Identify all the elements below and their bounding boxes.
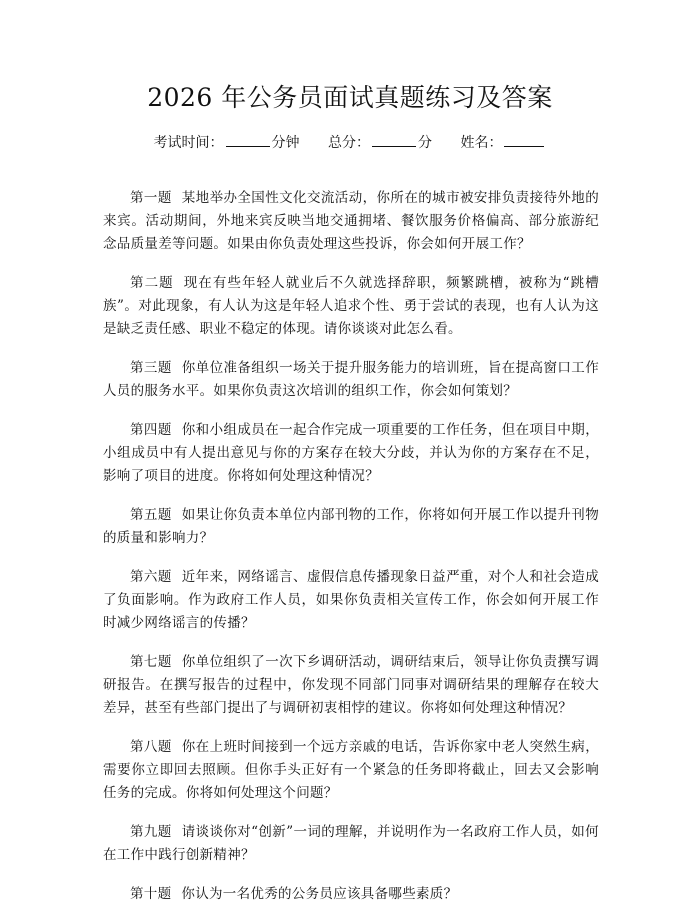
exam-time-unit: 分钟	[271, 135, 300, 151]
question-item	[103, 651, 599, 720]
exam-info-line	[0, 132, 700, 153]
name-blank	[504, 132, 544, 147]
question-item	[103, 566, 599, 635]
question-text: 近年来，网络谣言、虚假信息传播现象日益严重，对个人和社会造成了负面影响。作为政府工作人员，如果你负责相关宣传工作，你会如何开展工作时减少网络谣言的传播？	[103, 569, 600, 631]
question-item	[103, 357, 599, 403]
question-label: 第一题	[130, 190, 172, 206]
question-text: 你认为一名优秀的公务员应该具备哪些素质？	[181, 886, 458, 902]
question-item	[103, 187, 599, 256]
question-text: 你在上班时间接到一个远方亲戚的电话，告诉你家中老人突然生病，需要你立即回去照顾。但你手头正好有一个紧急的任务即将截止，回去又会影响任务的完成。你将如何处理这个问题？	[103, 739, 600, 801]
question-label: 第二题	[130, 275, 174, 291]
question-label: 第五题	[130, 507, 172, 523]
question-label: 第九题	[130, 824, 172, 840]
question-item	[103, 821, 599, 867]
question-text: 你单位组织了一次下乡调研活动，调研结束后，领导让你负责撰写调研报告。在撰写报告的过程中，你发现不同部门同事对调研结果的理解存在较大差异，甚至有些部门提出了与调研初衷相悖的建议。你将如何处理这种情况？	[103, 654, 600, 716]
question-text: 如果让你负责本单位内部刊物的工作，你将如何开展工作以提升刊物的质量和影响力？	[103, 507, 600, 546]
question-text: 现在有些年轻人就业后不久就选择辞职，频繁跳槽，被称为“跳槽族”。对此现象，有人认为这是年轻人追求个性、勇于尝试的表现，也有人认为这是缺乏责任感、职业不稳定的体现。请你谈谈对此怎么看。	[103, 275, 599, 337]
question-label: 第八题	[130, 739, 172, 755]
question-text: 你和小组成员在一起合作完成一项重要的工作任务，但在项目中期，小组成员中有人提出意见与你的方案存在较大分歧，并认为你的方案存在不足，影响了项目的进度。你将如何处理这种情况？	[103, 422, 600, 484]
question-item	[103, 419, 599, 488]
question-label: 第十题	[130, 886, 172, 902]
total-score-blank	[372, 132, 416, 147]
question-list	[103, 187, 599, 922]
question-item	[103, 504, 599, 550]
question-label: 第六题	[130, 569, 172, 585]
total-score-label: 总分：	[328, 135, 370, 151]
question-text: 你单位准备组织一场关于提升服务能力的培训班，旨在提高窗口工作人员的服务水平。如果你负责这次培训的组织工作，你会如何策划？	[103, 360, 600, 399]
exam-time-field	[154, 132, 300, 153]
question-item	[103, 272, 599, 341]
total-score-unit: 分	[418, 135, 432, 151]
question-item	[103, 883, 599, 906]
name-field	[460, 132, 546, 153]
exam-time-blank	[226, 132, 270, 147]
question-text: 某地举办全国性文化交流活动，你所在的城市被安排负责接待外地的来宾。活动期间，外地来宾反映当地交通拥堵、餐饮服务价格偏高、部分旅游纪念品质量差等问题。如果由你负责处理这些投诉，你会如何开展工作？	[103, 190, 600, 252]
question-label: 第三题	[130, 360, 172, 376]
question-label: 第七题	[130, 654, 172, 670]
question-label: 第四题	[130, 422, 172, 438]
document-title: 2026 年公务员面试真题练习及答案	[147, 83, 553, 112]
question-item	[103, 736, 599, 805]
exam-time-label: 考试时间：	[153, 135, 224, 151]
name-label: 姓名：	[460, 135, 503, 151]
total-score-field	[328, 132, 432, 153]
question-text: 请谈谈你对“创新”一词的理解，并说明作为一名政府工作人员，如何在工作中践行创新精神？	[103, 824, 599, 863]
